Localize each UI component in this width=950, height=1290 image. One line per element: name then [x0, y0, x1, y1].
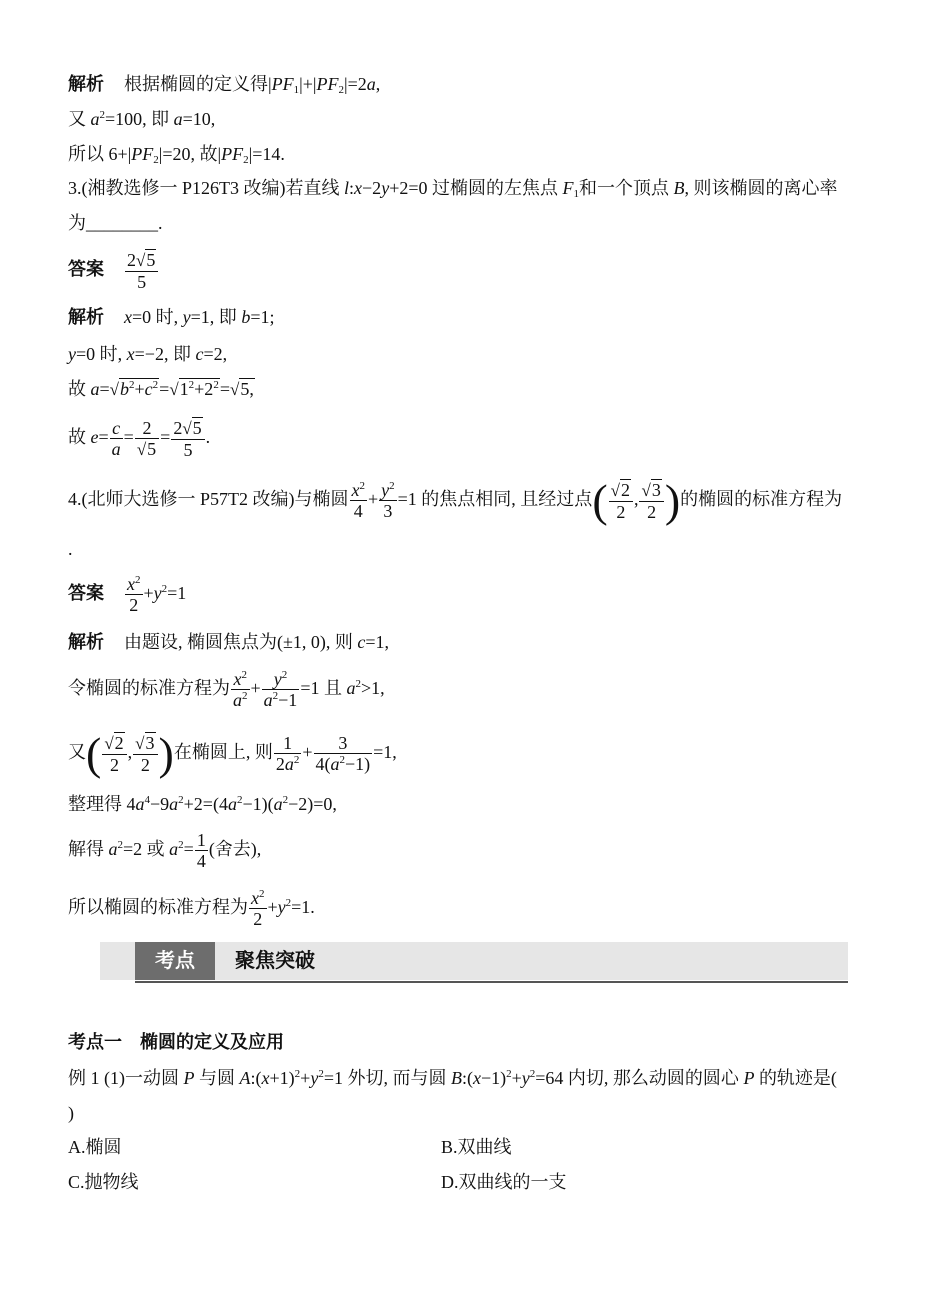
solution-line: 整理得 $4a^4-9a^2+2=(4a^2-1)(a^2-2)=0$, — [68, 794, 337, 814]
banner-tag: 考点 — [135, 942, 215, 980]
option-c: C.抛物线 — [68, 1172, 139, 1192]
solution-label: 解析 — [68, 307, 104, 327]
solution-line: 解析 根据椭圆的定义得$|PF_1|+|PF_2|=2a$, — [68, 74, 381, 96]
question-4-stem-cont: . — [68, 539, 73, 559]
solution-line: 所以椭圆的标准方程为 $\frac{x^2}{2}$ $+y^2=1$. — [68, 888, 315, 930]
solution-line: y=0 时, x=−2, 即 c=2, — [68, 344, 228, 364]
question-3-stem: 3.(湘教选修一 P126T3 改编)若直线 l:x−2y+2=0 过椭圆的左焦点 $F_1$和一个顶点 B, 则该椭圆的离心率 — [68, 178, 838, 200]
option-a: A.椭圆 — [68, 1137, 122, 1157]
section-heading: 考点一 椭圆的定义及应用 — [68, 1032, 284, 1052]
solution-line: 解析 由题设, 椭圆焦点为(±1, 0), 则 c=1, — [68, 632, 390, 652]
solution-line: 解得 $a^2=2$ 或 $a^2=$ $\frac{1}{4}$ (舍去), — [68, 830, 262, 872]
banner-title: 聚焦突破 — [235, 950, 315, 972]
question-4-answer: 答案 $\frac{x^2}{2}$ $+y^2=1$ — [68, 574, 187, 616]
question-3-answer: 答案 $\frac{2√5}{5}$ — [68, 248, 159, 292]
solution-line: 又( $\frac{√2}{2}$ , $\frac{√3}{2}$ )在椭圆上, 则 $\frac{1}{2a^2}$ + $\frac{3}{4(a^2-1)}$ =1, — [68, 727, 397, 779]
solution-line: 又 $a^2=100$, 即 a=10, — [68, 109, 216, 129]
question-4-stem: 4.(北师大选修一 P57T2 改编)与椭圆 $\frac{x^2}{4}$ + $\frac{y^2}{3}$ =1 的焦点相同, 且经过点( $\frac{√2}{2}$ , $\frac{√3}{2}$ )的椭圆的标准方程为 — [68, 474, 843, 526]
option-b: B.双曲线 — [441, 1137, 512, 1157]
example-1-stem-cont: ) — [68, 1103, 74, 1123]
solution-line: 所以 $6+|PF_2|=20$, 故$|PF_2|=14$. — [68, 144, 285, 166]
answer-label: 答案 — [68, 259, 104, 279]
option-d: D.双曲线的一支 — [441, 1172, 567, 1192]
solution-line: 解析 x=0 时, y=1, 即 b=1; — [68, 307, 275, 327]
solution-line: 令椭圆的标准方程为 $\frac{x^2}{a^2}$ + $\frac{y^2}{a^2-1}$ =1 且 $a^2>1$, — [68, 669, 385, 711]
solution-line: 故 $a=√b^2+c^2=√1^2+2^2=√5$, — [68, 379, 254, 399]
banner-underline — [135, 981, 848, 983]
question-3-stem-cont: 为________. — [68, 213, 163, 233]
solution-label: 解析 — [68, 632, 104, 652]
solution-line: 故 e= $\frac{c}{a}$ = $\frac{2}{√5}$ = $\frac{2√5}{5}$ . — [68, 417, 211, 460]
answer-label: 答案 — [68, 583, 104, 603]
solution-label: 解析 — [68, 74, 104, 94]
example-1-stem: 例 1 (1)一动圆 P 与圆 $A:(x+1)^2+y^2=1$ 外切, 而与圆 $B:(x-1)^2+y^2=64$ 内切, 那么动圆的圆心 P 的轨迹是( — [68, 1068, 837, 1088]
section-banner — [100, 942, 848, 980]
